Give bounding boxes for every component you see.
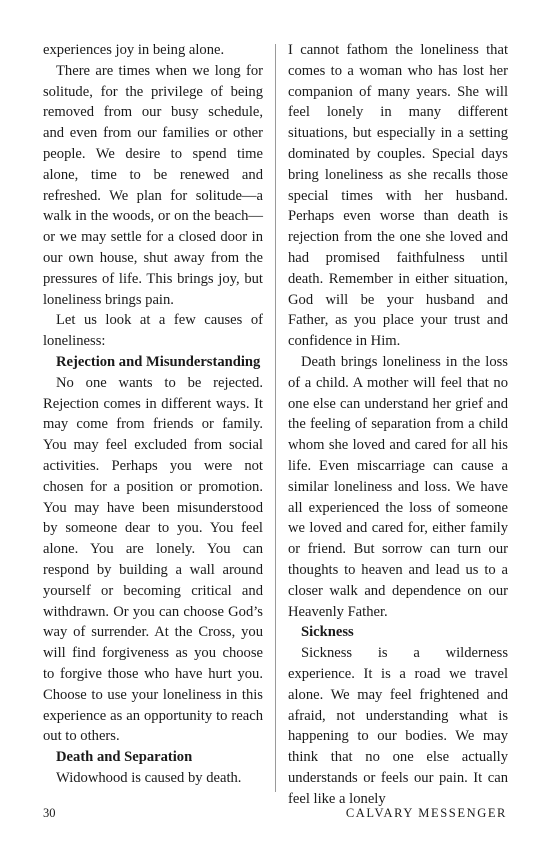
paragraph: Widowhood is caused by death. xyxy=(56,769,242,786)
paragraph: experiences joy in being alone. xyxy=(43,42,225,58)
section-heading: Death and Separation xyxy=(56,749,193,766)
paragraph: Death brings loneliness in the loss of a child. A mother will feel that no one else can understand her grief and the feeling of separation from a child whom she loved and cared for all his life. Even miscarriage can cause a similar loneliness and loss. We have all experienced the loss of someone we loved and cared for, either family or friend. But sorrow can turn our thoughts to heaven and lead us to a closer walk and dependence on our Heavenly Father. xyxy=(288,353,508,620)
publication-title: CALVARY MESSENGER xyxy=(345,806,507,820)
column-divider xyxy=(275,44,276,792)
paragraph: There are times when we long for solitude, for the privilege of being removed from our busy schedule, and even from our families or other people. We desire to spend time alone, time to be renewed and refreshed. We plan for solitude—a walk in the woods, or on the beach—or we may settle for a closed door in our own house, shut away from the pressures of life. This brings joy, but loneliness brings pain. xyxy=(43,62,263,308)
section-heading: Sickness xyxy=(301,624,354,641)
paragraph: No one wants to be rejected. Rejection comes in different ways. It may come from friends or family. You may feel excluded from social activities. Perhaps you were not chosen for a position or promotion. You may have been misunderstood by someone dear to you. You feel alone. You are lonely. You can respond by building a wall around yourself or becoming critical and withdrawn. Or you can choose God’s way of surrender. At the Cross, you will find forgiveness as you choose to forgive those who have hurt you. Choose to use your loneliness in this experience as an opportunity to reach out to others. xyxy=(43,374,263,745)
left-column xyxy=(43,40,263,789)
section-heading: Rejection and Misunderstanding xyxy=(56,353,261,370)
paragraph: Sickness is a wilderness experience. It is a road we travel alone. We may feel frightened and afraid, not understanding what is happening to our bodies. We may think that no one else actually understands or feels our pain. It can feel like a lonely xyxy=(288,645,508,807)
right-column xyxy=(288,40,508,809)
paragraph: Let us look at a few causes of loneliness: xyxy=(43,312,263,350)
paragraph: I cannot fathom the loneliness that comes to a woman who has lost her companion of many years. She will feel lonely in many different situations, but especially in a setting dominated by couples. Special days bring loneliness as she recalls those special times with her husband. Perhaps even worse than death is rejection from the one she loved and had promised faithfulness until death. Remember in either situation, God will be your husband and Father, as you place your trust and confidence in Him. xyxy=(288,42,508,350)
page-number: 30 xyxy=(43,806,56,820)
